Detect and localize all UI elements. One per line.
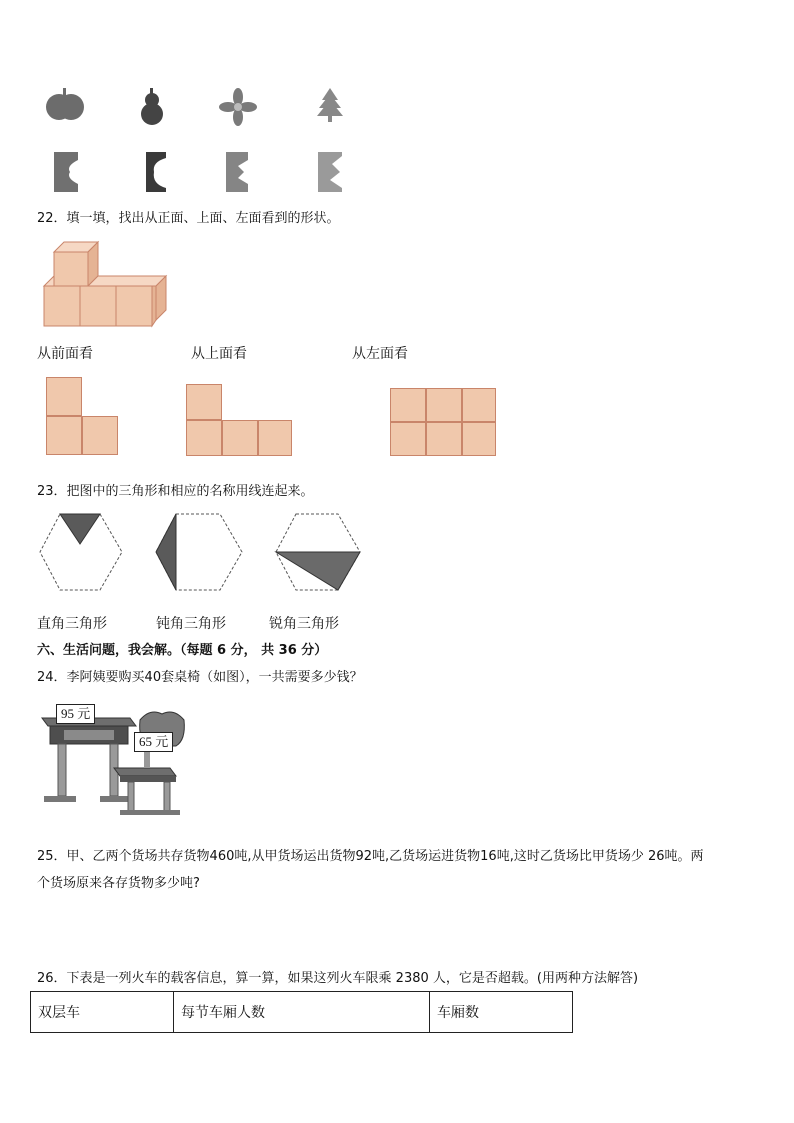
table-header-double-deck: 双层车 (31, 992, 174, 1033)
desk-chair-figure (40, 700, 190, 818)
hexagon-3 (276, 514, 360, 590)
question-24-text: 24．李阿姨要购买40套桌椅（如图），一共需要多少钱？ (37, 670, 363, 685)
table-header-car-count: 车厢数 (430, 992, 573, 1033)
hexagon-1 (40, 514, 122, 590)
apple-shape-icon (46, 88, 84, 120)
gourd-shape-icon (141, 88, 163, 125)
cutout-figures (40, 80, 360, 200)
question-25-line-2: 个货场原来各存货物多少吨? (37, 876, 200, 891)
name-right-triangle: 直角三角形 (37, 616, 107, 632)
name-acute-triangle: 锐角三角形 (269, 616, 339, 632)
cube-stack-figure (40, 238, 170, 330)
label-front-view: 从前面看 (37, 346, 93, 362)
table-header-people-per-car: 每节车厢人数 (174, 992, 430, 1033)
half-cutout-4-icon (318, 152, 342, 192)
name-obtuse-triangle: 钝角三角形 (156, 616, 226, 632)
view-shape-a (46, 377, 118, 455)
question-26-text: 26．下表是一列火车的载客信息，算一算，如果这列火车限乘 2380 人，它是否超载。(用两种方法解答) (37, 971, 639, 986)
question-23-text: 23．把图中的三角形和相应的名称用线连起来。 (37, 484, 314, 499)
chair-price-tag: 65 元 (134, 732, 173, 752)
label-left-view: 从左面看 (352, 346, 408, 362)
hexagon-figures (36, 508, 366, 592)
hexagon-2 (156, 514, 242, 590)
view-shape-c (390, 388, 496, 456)
view-shape-b (186, 384, 292, 456)
label-top-view: 从上面看 (191, 346, 247, 362)
section-6-title: 六、生活问题，我会解。（每题 6 分， 共 36 分） (37, 643, 328, 658)
question-25-line-1: 25．甲、乙两个货场共存货物460吨,从甲货场运出货物92吨,乙货场运进货物16吨,这时乙货场比甲货场少 26吨。两 (37, 849, 704, 864)
half-cutout-2-icon (146, 152, 166, 192)
question-22-text: 22．填一填，找出从正面、上面、左面看到的形状。 (37, 211, 340, 226)
half-cutout-3-icon (226, 152, 248, 192)
desk-price-tag: 95 元 (56, 704, 95, 724)
tree-shape-icon (317, 88, 343, 122)
train-info-table (30, 991, 573, 1033)
flower-shape-icon (219, 88, 257, 126)
table-row (31, 992, 573, 1033)
half-cutout-1-icon (54, 152, 78, 192)
